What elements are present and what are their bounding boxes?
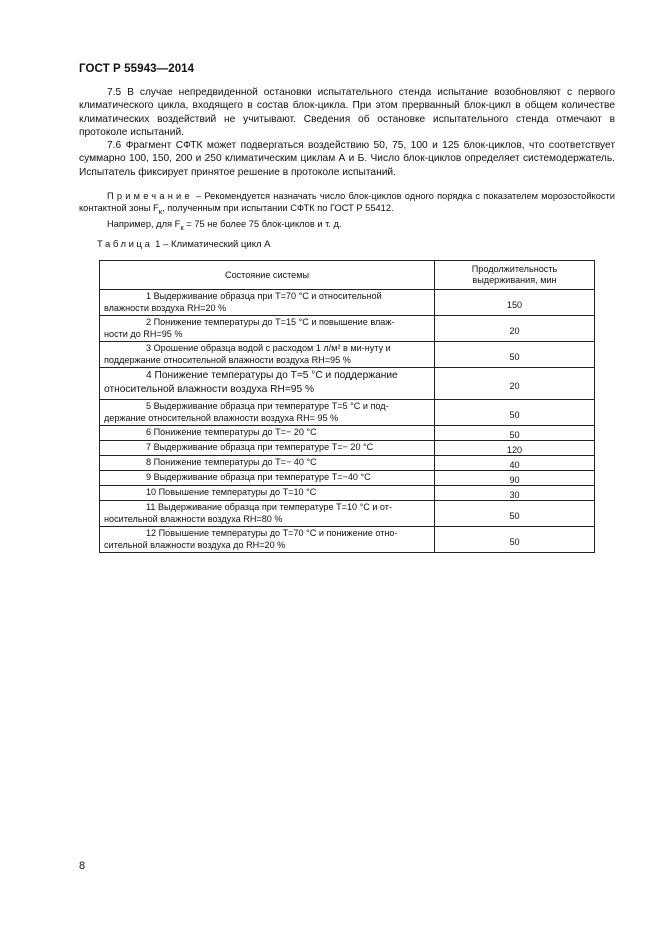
- cell-state-line: влажности воздуха RH=20 %: [104, 302, 227, 313]
- cell-duration: 90: [435, 471, 595, 486]
- cell-state: [100, 527, 435, 553]
- paragraph-7-6: 7.6 Фрагмент СФТК может подвергаться воздействию 50, 75, 100 и 125 блок-циклов, что соответствует суммарно 100, 150, 200 и 250 климатическим циклам А и Б. Число блок-циклов определяет системодержатель. Испытатель фиксирует принятое решение в протоколе испытаний.: [79, 140, 615, 178]
- cell-state: [100, 316, 435, 342]
- cell-state-line: 5 Выдерживание образца при температуре T=5 °C и под-: [146, 401, 389, 411]
- column-header-duration: Продолжительность выдерживания, мин: [435, 261, 595, 290]
- cell-state-line: 1 Выдерживание образца при T=70 °C и относительной: [146, 291, 382, 301]
- cell-state: [100, 290, 435, 316]
- note-example-subscript: к: [180, 223, 184, 233]
- cell-duration: 50: [435, 527, 595, 553]
- cell-state: [100, 501, 435, 527]
- note-block: [79, 190, 615, 234]
- table-row: [100, 316, 595, 342]
- cell-state-line: носительной влажности воздуха RH=80 %: [104, 513, 283, 524]
- cell-state: [100, 471, 435, 486]
- document-header: ГОСТ Р 55943—2014: [79, 63, 195, 75]
- cell-duration: 50: [435, 501, 595, 527]
- table-caption-word: Таблица: [97, 239, 153, 250]
- table-row: [100, 400, 595, 426]
- cell-state-line: 11 Выдерживание образца при температуре T=10 °C и от-: [146, 502, 392, 512]
- note-label: Примечание: [107, 191, 193, 201]
- cell-state-line: относительной влажности воздуха RH=95 %: [104, 384, 314, 395]
- cell-state-line: 8 Понижение температуры до T=− 40 °C: [146, 457, 317, 467]
- cell-state-line: 7 Выдерживание образца при температуре T=− 20 °C: [146, 442, 374, 452]
- cell-duration: 50: [435, 426, 595, 441]
- table-row: [100, 527, 595, 553]
- cell-duration: 20: [435, 316, 595, 342]
- column-header-state: Состояние системы: [100, 261, 435, 290]
- cell-state: [100, 342, 435, 368]
- cell-state: [100, 426, 435, 441]
- cell-duration: 150: [435, 290, 595, 316]
- cell-duration: 40: [435, 456, 595, 471]
- table-row: [100, 456, 595, 471]
- cell-state-line: 10 Повышение температуры до T=10 °C: [146, 487, 317, 497]
- table-row: [100, 290, 595, 316]
- cell-duration: 30: [435, 486, 595, 501]
- cell-duration: 120: [435, 441, 595, 456]
- cell-duration: 50: [435, 400, 595, 426]
- table-row: [100, 342, 595, 368]
- cell-state-line: поддержание относительной влажности воздуха RH=95 %: [104, 354, 351, 365]
- note-example: [79, 218, 615, 234]
- cell-state-line: сительной влажности воздуха до RH=20 %: [104, 539, 286, 550]
- cell-state: [100, 456, 435, 471]
- table-body: [100, 290, 595, 553]
- cell-duration: 50: [435, 342, 595, 368]
- cell-state-line: 2 Понижение температуры до T=15 °C и повышение влаж-: [146, 317, 395, 327]
- table-caption: [97, 239, 271, 250]
- note-text: [79, 190, 615, 218]
- table-row: [100, 368, 595, 400]
- note-example-part1: Например, для F: [107, 219, 181, 230]
- cell-state-line: 3 Орошение образца водой с расходом 1 л/м² в ми-нуту и: [146, 343, 391, 353]
- table-row: [100, 441, 595, 456]
- cell-state: [100, 441, 435, 456]
- cell-state: [100, 368, 435, 400]
- note-subscript: к: [158, 207, 163, 217]
- cell-duration: 20: [435, 368, 595, 400]
- page-number: 8: [79, 860, 86, 872]
- cell-state: [100, 486, 435, 501]
- table-row: [100, 426, 595, 441]
- table-row: [100, 471, 595, 486]
- climate-cycle-table: [99, 260, 595, 553]
- table-caption-title: 1 – Климатический цикл А: [152, 239, 271, 250]
- cell-state-line: ности до RH=95 %: [104, 328, 183, 339]
- table-row: [100, 501, 595, 527]
- cell-state-line: 12 Повышение температуры до T=70 °C и понижение отно-: [146, 528, 398, 538]
- cell-state-line: 4 Понижение температуры до T=5 °C и поддержание: [146, 370, 398, 381]
- cell-state-line: держание относительной влажности воздуха RH= 95 %: [104, 412, 339, 423]
- paragraph-7-5: 7.5 В случае непредвиденной остановки испытательного стенда испытание возобновляют с первого климатического цикла, входящего в состав блок-цикла. При этом прерванный блок-цикл в общем количестве климатических воздействий не учитывают. Сведения об остановке испытательного стенда отмечают в протоколе испытаний.: [79, 87, 615, 138]
- table-row: [100, 486, 595, 501]
- body-text: [79, 86, 615, 179]
- note-text-part1: – Рекомендуется назначать число блок-циклов одного порядка с показателем морозостойкости контактной зоны F: [79, 191, 615, 214]
- cell-state-line: 6 Понижение температуры до T=− 20 °C: [146, 427, 317, 437]
- table-header-row: [100, 261, 595, 290]
- note-example-part2: = 75 не более 75 блок-циклов и т. д.: [183, 219, 342, 230]
- cell-state: [100, 400, 435, 426]
- cell-state-line: 9 Выдерживание образца при температуре T=−40 °C: [146, 472, 371, 482]
- note-text-part2: , полученным при испытании СФТК по ГОСТ Р 55412.: [162, 203, 394, 214]
